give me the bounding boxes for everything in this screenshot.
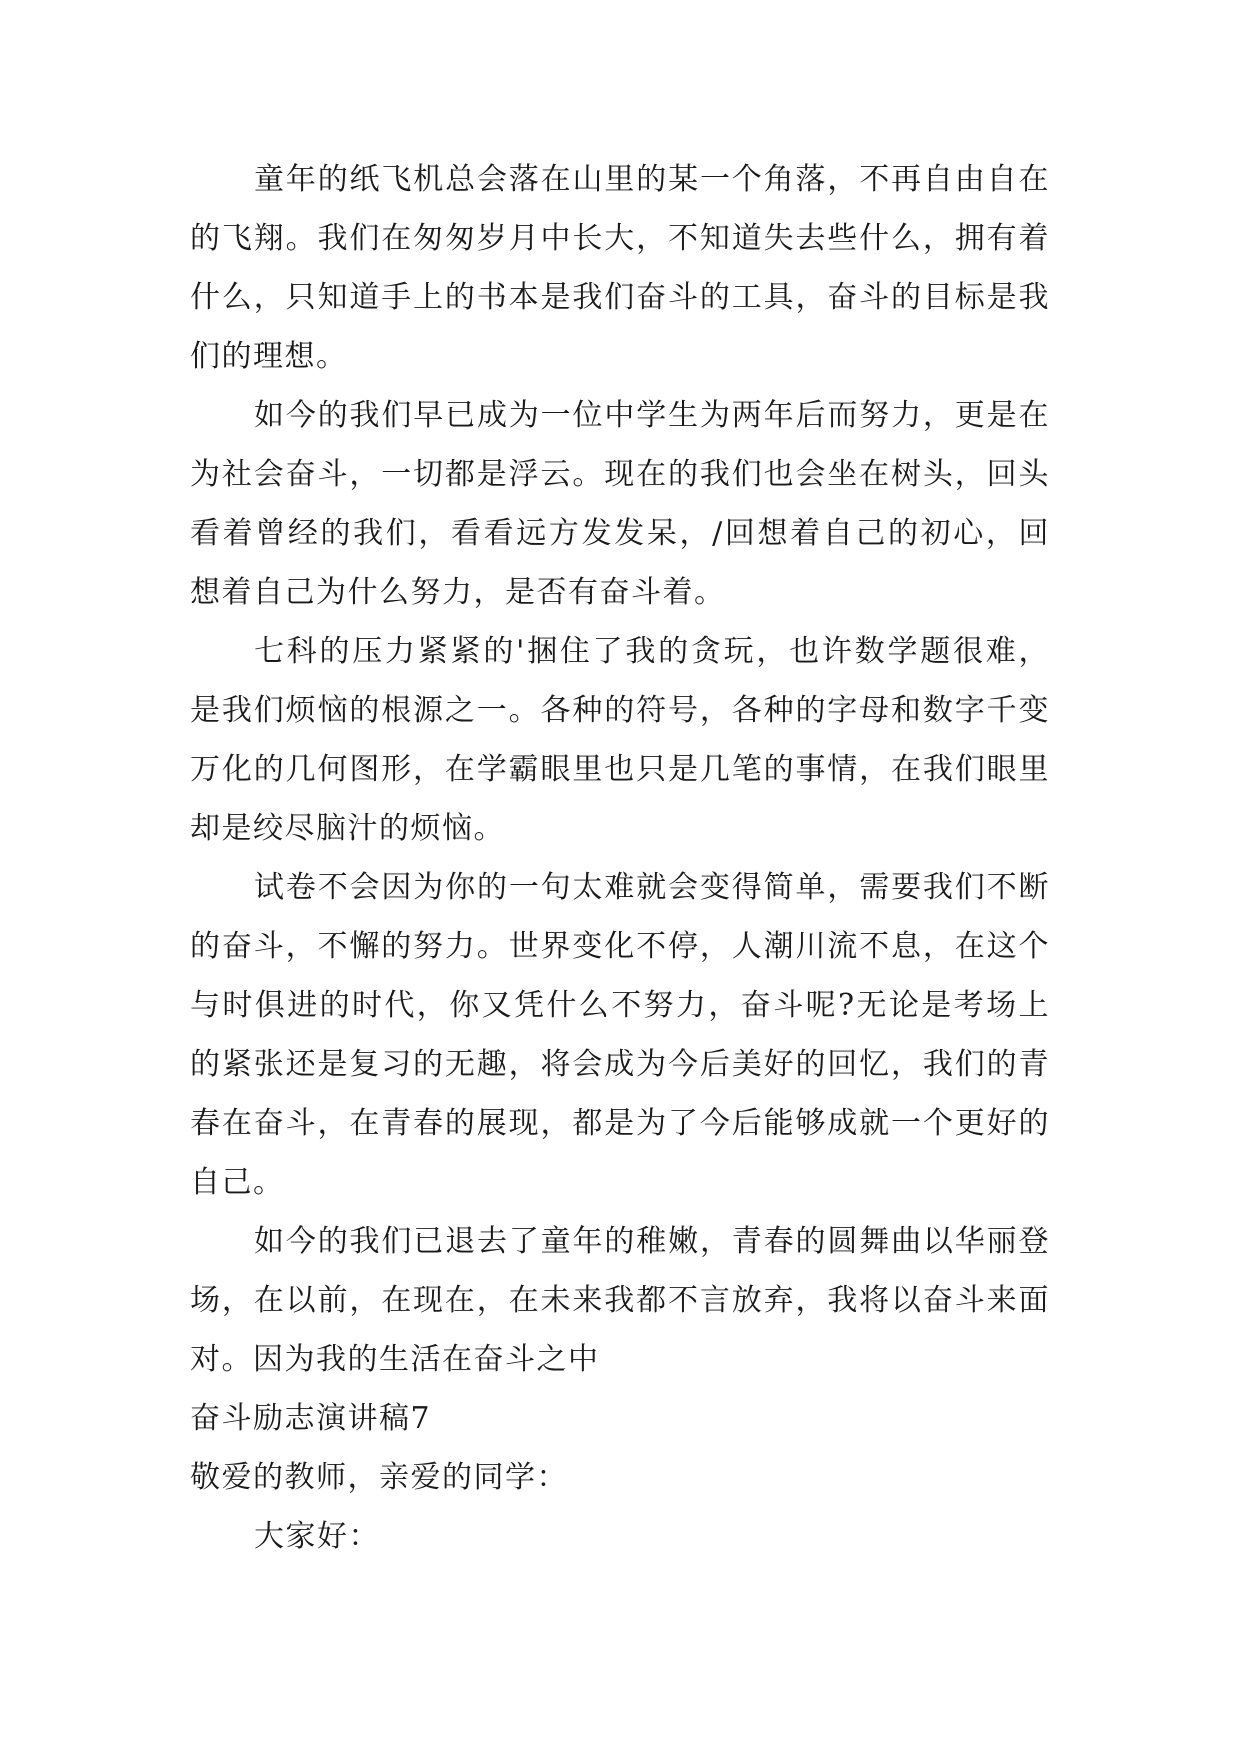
paragraph-4: 试卷不会因为你的一句太难就会变得简单，需要我们不断的奋斗，不懈的努力。世界变化不停，人潮川流不息，在这个与时俱进的时代，你又凭什么不努力，奋斗呢?无论是考场上的紧张还是复习的无趣，将会成为今后美好的回忆，我们的青春在奋斗，在青春的展现，都是为了今后能够成就一个更好的自己。 bbox=[190, 870, 1050, 1200]
paragraph-3: 七科的压力紧紧的'捆住了我的贪玩，也许数学题很难，是我们烦恼的根源之一。各种的符号，各种的字母和数字千变万化的几何图形，在学霸眼里也只是几笔的事情，在我们眼里却是绞尽脑汁的烦恼。 bbox=[190, 634, 1050, 846]
paragraph-2: 如今的我们早已成为一位中学生为两年后而努力，更是在为社会奋斗，一切都是浮云。现在的我们也会坐在树头，回头看着曾经的我们，看看远方发发呆，/回想着自己的初心，回想着自己为什么努力，是否有奋斗着。 bbox=[190, 398, 1050, 610]
salutation: 敬爱的教师，亲爱的同学： bbox=[190, 1460, 568, 1495]
paragraph-5: 如今的我们已退去了童年的稚嫩，青春的圆舞曲以华丽登场，在以前，在现在，在未来我都不言放弃，我将以奋斗来面对。因为我的生活在奋斗之中 bbox=[190, 1224, 1050, 1377]
paragraph-1: 童年的纸飞机总会落在山里的某一个角落，不再自由自在的飞翔。我们在匆匆岁月中长大，不知道失去些什么，拥有着什么，只知道手上的书本是我们奋斗的工具，奋斗的目标是我们的理想。 bbox=[190, 162, 1050, 374]
document-body bbox=[190, 150, 1050, 1566]
section-heading: 奋斗励志演讲稿7 bbox=[190, 1401, 432, 1436]
greeting: 大家好： bbox=[254, 1519, 380, 1554]
